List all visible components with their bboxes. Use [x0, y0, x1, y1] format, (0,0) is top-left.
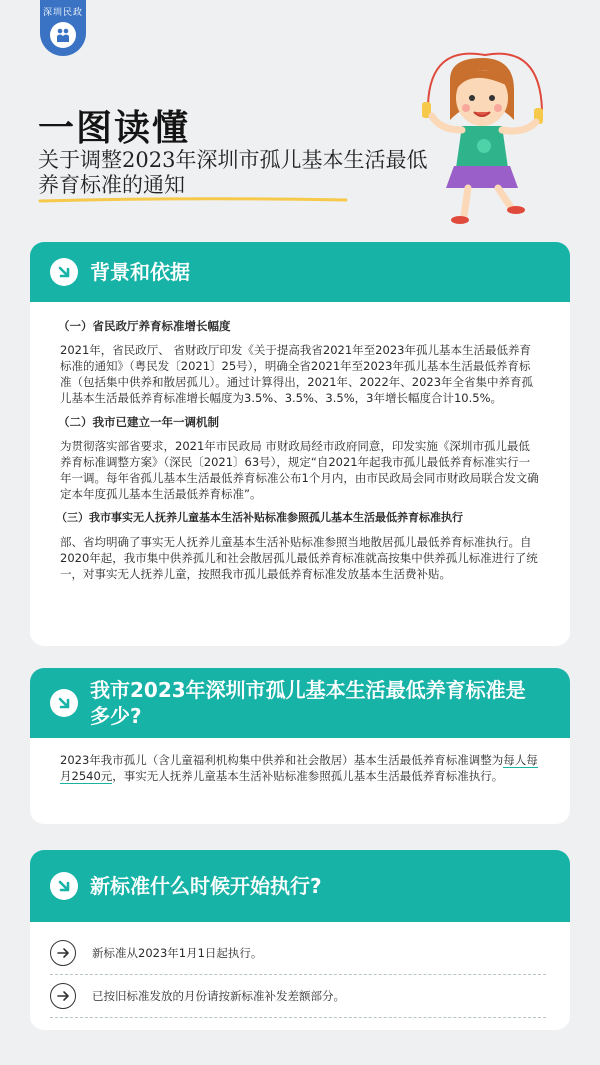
- page-title: 一图读懂: [38, 108, 191, 149]
- list-item-text: 新标准从2023年1月1日起执行。: [92, 946, 263, 960]
- card-body: [30, 302, 570, 604]
- list-item: [50, 975, 546, 1018]
- emblem-icon: [50, 22, 76, 48]
- arrow-down-right-icon: [50, 872, 78, 900]
- card-header: [30, 242, 570, 302]
- standard-amount: 每人每月2540元: [60, 753, 538, 783]
- subsection-heading: （二）我市已建立一年一调机制: [58, 415, 219, 429]
- list-item: [50, 932, 546, 975]
- arrow-right-icon: [50, 983, 76, 1009]
- logo-text: 深圳民政: [42, 8, 83, 18]
- girl-jump-rope-illustration: [410, 50, 560, 230]
- section-title: 背景和依据: [90, 260, 190, 284]
- section-title: 我市2023年深圳市孤儿基本生活最低养育标准是多少?: [90, 678, 526, 728]
- subsection-heading: （三）我市事实无人抚养儿童基本生活补贴标准参照孤儿基本生活最低养育标准执行: [56, 511, 463, 524]
- subsection-text: 2021年，省民政厅、 省财政厅印发《关于提高我省2021年至2023年孤儿基本生活最低养育标准的通知》（粤民发〔2021〕25号），明确全省2021年至2023年孤儿基本生活最低养育标准（包括集中供养和散居孤儿）。通过计算得出，2021年、2022年、2023年全省集中养育孤儿基本生活最低养育标准增长幅度为3.5%、3.5%、3.5%，3年增长幅度合计10.5%。: [60, 343, 534, 405]
- section-title: 新标准什么时候开始执行?: [90, 874, 322, 898]
- standard-text: 2023年我市孤儿（含儿童福利机构集中供养和社会散居）基本生活最低养育标准调整为: [60, 753, 504, 767]
- arrow-down-right-icon: [50, 689, 78, 717]
- subtitle-underline: [38, 197, 348, 203]
- card-standard: [30, 668, 570, 824]
- card-body: [30, 738, 570, 798]
- subsection-text: 部、省均明确了事实无人抚养儿童基本生活补贴标准参照当地散居孤儿最低养育标准执行。自2020年起，我市集中供养孤儿和社会散居孤儿最低养育标准就高按集中供养孤儿标准进行了统一，对事实无人抚养儿童，按照我市孤儿最低养育标准发放基本生活费补贴。: [60, 535, 538, 581]
- card-background: [30, 242, 570, 646]
- list-item-text: 已按旧标准发放的月份请按新标准补发差额部分。: [92, 989, 345, 1003]
- card-header: [30, 668, 570, 738]
- logo: [40, 0, 86, 56]
- card-body: [30, 922, 570, 1018]
- arrow-down-right-icon: [50, 258, 78, 286]
- subsection-text: 为贯彻落实部省要求，2021年市民政局 市财政局经市政府同意，印发实施《深圳市孤儿最低养育标准调整方案》（深民〔2021〕63号），规定“自2021年起我市孤儿最低养育标准实行一年一调。每年省孤儿基本生活最低养育标准公布1个月内，由市民政局会同市财政局联合发文确定本年度孤儿基本生活最低养育标准”。: [60, 439, 539, 501]
- page-subtitle: 关于调整2023年深圳市孤儿基本生活最低养育标准的通知: [38, 148, 428, 197]
- standard-text-after: ，事实无人抚养儿童基本生活补贴标准参照孤儿基本生活最低养育标准执行。: [112, 769, 504, 783]
- arrow-right-icon: [50, 940, 76, 966]
- subsection-heading: （一）省民政厅养育标准增长幅度: [58, 319, 231, 333]
- card-header: [30, 850, 570, 922]
- card-effective-date: [30, 850, 570, 1030]
